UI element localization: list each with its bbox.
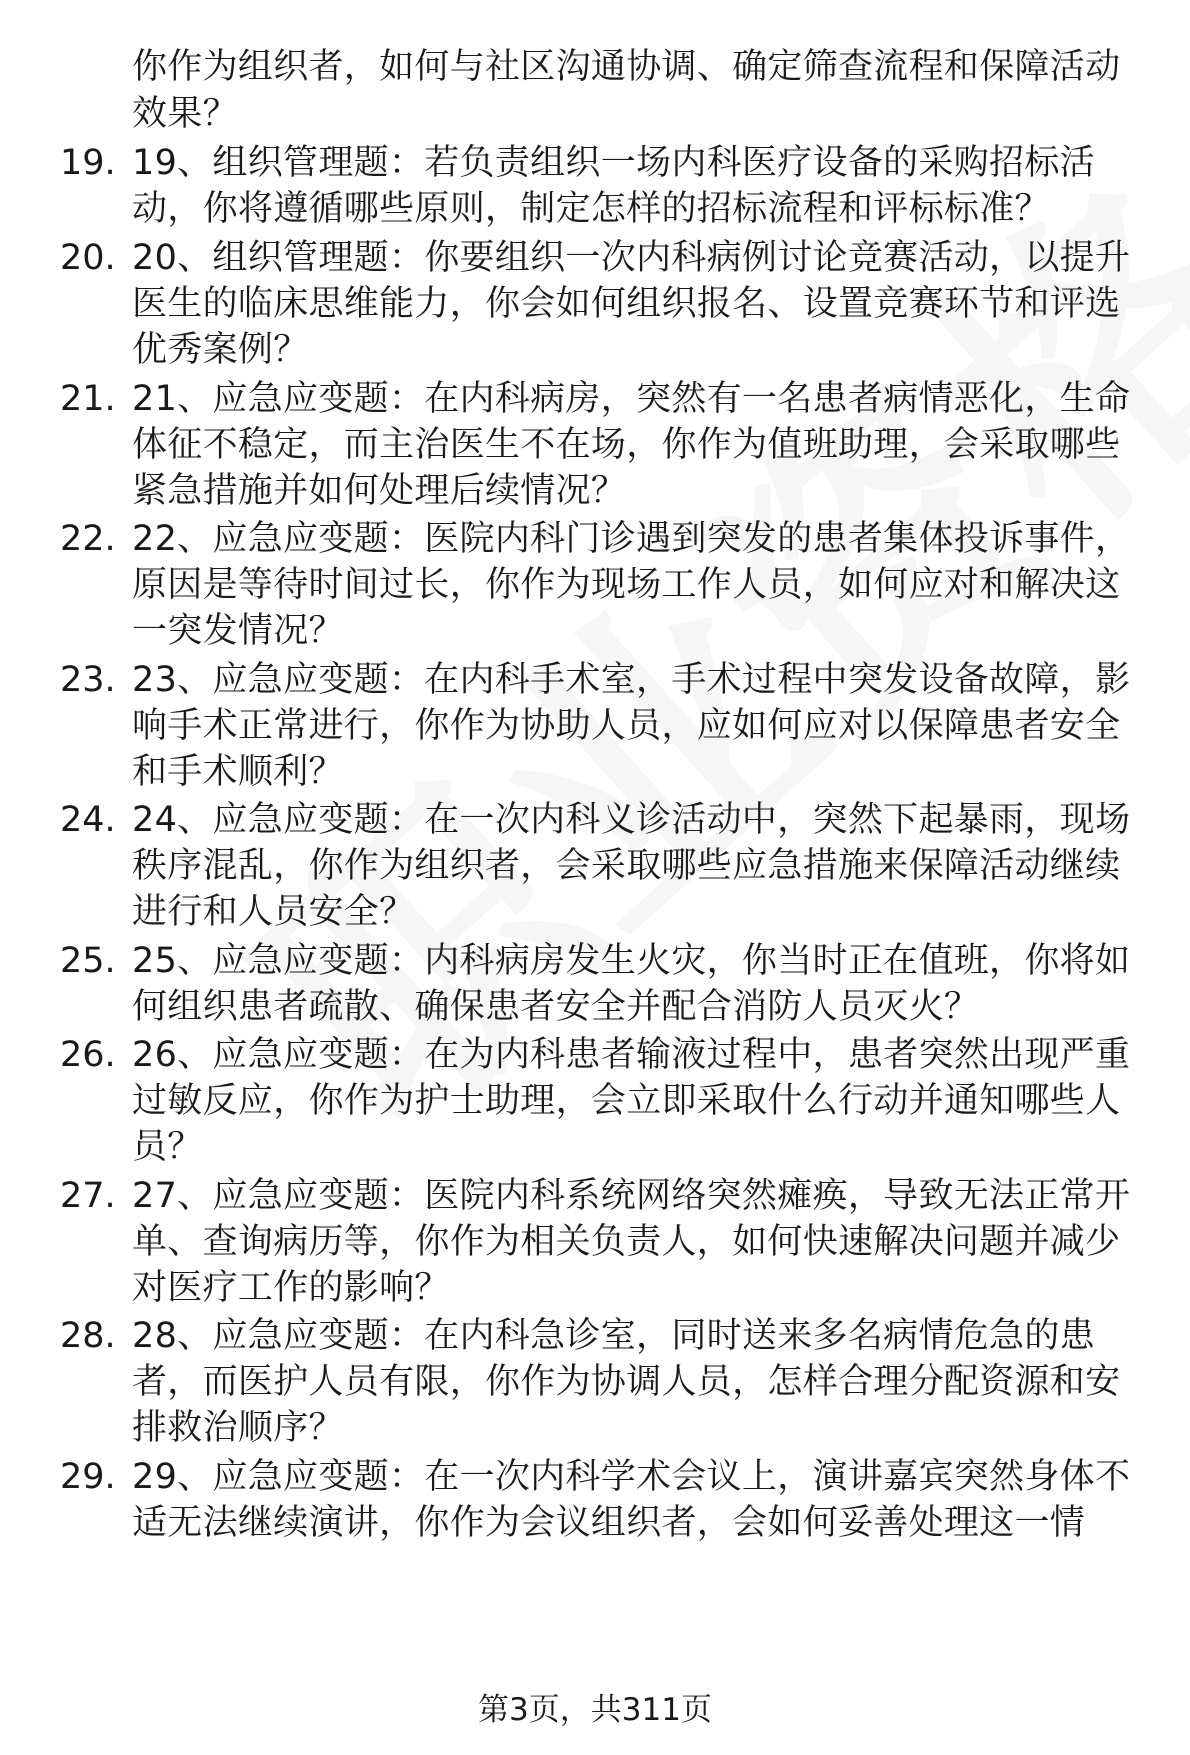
- question-line: 过敏反应，你作为护士助理，会立即采取什么行动并通知哪些人: [132, 1081, 1121, 1121]
- question-line: 动，你将遵循哪些原则，制定怎样的招标流程和评标标准？: [132, 189, 1050, 229]
- question-line: 单、查询病历等，你作为相关负责人，如何快速解决问题并减少: [132, 1222, 1121, 1262]
- question-line: 适无法继续演讲，你作为会议组织者，会如何妥善处理这一情: [132, 1503, 1086, 1543]
- question-line: 一突发情况？: [132, 611, 344, 651]
- question-line: 21、应急应变题：在内科病房，突然有一名患者病情恶化，生命: [132, 379, 1131, 419]
- question-number: 23.: [60, 660, 116, 700]
- question-number: 25.: [60, 941, 116, 981]
- question-line: 响手术正常进行，你作为协助人员，应如何应对以保障患者安全: [132, 706, 1121, 746]
- question-line: 秩序混乱，你作为组织者，会采取哪些应急措施来保障活动继续: [132, 846, 1121, 886]
- question-number: 27.: [60, 1176, 116, 1216]
- question-line: 排救治顺序？: [132, 1408, 344, 1448]
- question-line: 者，而医护人员有限，你作为协调人员，怎样合理分配资源和安: [132, 1362, 1121, 1402]
- question-line: 23、应急应变题：在内科手术室，手术过程中突发设备故障，影: [132, 660, 1131, 700]
- question-number: 28.: [60, 1316, 116, 1356]
- question-line: 20、组织管理题：你要组织一次内科病例讨论竞赛活动，以提升: [132, 238, 1131, 278]
- question-line: 员？: [132, 1127, 203, 1167]
- question-line: 24、应急应变题：在一次内科义诊活动中，突然下起暴雨，现场: [132, 800, 1131, 840]
- question-line: 27、应急应变题：医院内科系统网络突然瘫痪，导致无法正常开: [132, 1176, 1131, 1216]
- question-number: 29.: [60, 1457, 116, 1497]
- question-line: 29、应急应变题：在一次内科学术会议上，演讲嘉宾突然身体不: [132, 1457, 1131, 1497]
- page-footer: 第3页，共311页: [478, 1692, 712, 1728]
- question-line: 19、组织管理题：若负责组织一场内科医疗设备的采购招标活: [132, 143, 1095, 183]
- continuation-line: 效果？: [132, 94, 238, 134]
- question-line: 25、应急应变题：内科病房发生火灾，你当时正在值班，你将如: [132, 941, 1131, 981]
- question-line: 和手术顺利？: [132, 752, 344, 792]
- question-line: 进行和人员安全？: [132, 892, 415, 932]
- question-line: 何组织患者疏散、确保患者安全并配合消防人员灭火？: [132, 987, 980, 1027]
- question-number: 19.: [60, 143, 116, 183]
- question-line: 医生的临床思维能力，你会如何组织报名、设置竞赛环节和评选: [132, 284, 1121, 324]
- question-line: 紧急措施并如何处理后续情况？: [132, 471, 627, 511]
- question-line: 优秀案例？: [132, 330, 309, 370]
- question-number: 21.: [60, 379, 116, 419]
- question-number: 24.: [60, 800, 116, 840]
- continuation-line: 你作为组织者，如何与社区沟通协调、确定筛查流程和保障活动: [132, 47, 1121, 87]
- question-line: 原因是等待时间过长，你作为现场工作人员，如何应对和解决这: [132, 565, 1121, 605]
- question-line: 22、应急应变题：医院内科门诊遇到突发的患者集体投诉事件，: [132, 519, 1131, 559]
- question-number: 22.: [60, 519, 116, 559]
- question-number: 26.: [60, 1035, 116, 1075]
- question-line: 26、应急应变题：在为内科患者输液过程中，患者突然出现严重: [132, 1035, 1131, 1075]
- question-line: 28、应急应变题：在内科急诊室，同时送来多名病情危急的患: [132, 1316, 1095, 1356]
- question-line: 对医疗工作的影响？: [132, 1268, 450, 1308]
- question-line: 体征不稳定，而主治医生不在场，你作为值班助理，会采取哪些: [132, 425, 1121, 465]
- question-number: 20.: [60, 238, 116, 278]
